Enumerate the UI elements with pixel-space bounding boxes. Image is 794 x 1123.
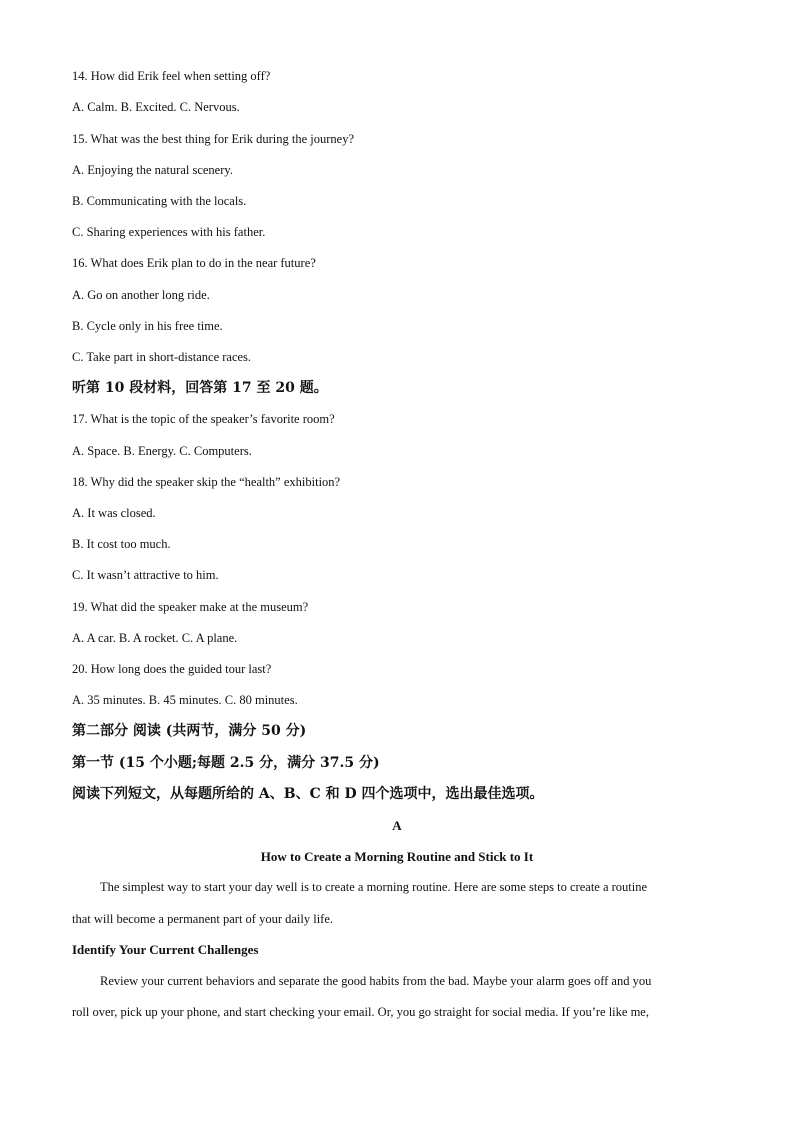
question-15-option-b: B. Communicating with the locals. <box>72 194 247 208</box>
reading-instruction: 阅读下列短文，从每题所给的 A、B、C 和 D 四个选项中，选出最佳选项。 <box>72 786 544 802</box>
passage-body-line-2: roll over, pick up your phone, and start checking your email. Or, you go straight for social media. If you’re like me, <box>72 1005 649 1019</box>
question-14: 14. How did Erik feel when setting off? <box>72 69 271 83</box>
question-18-option-b: B. It cost too much. <box>72 537 171 551</box>
part-two-heading: 第二部分 阅读 (共两节，满分 50 分) <box>72 723 307 739</box>
question-14-options: A. Calm. B. Excited. C. Nervous. <box>72 100 240 114</box>
question-17: 17. What is the topic of the speaker’s favorite room? <box>72 412 335 426</box>
question-16-option-c: C. Take part in short-distance races. <box>72 350 252 364</box>
question-15-option-c: C. Sharing experiences with his father. <box>72 225 266 239</box>
question-16: 16. What does Erik plan to do in the near future? <box>72 256 316 270</box>
passage-title: How to Create a Morning Routine and Stick to It <box>260 849 534 864</box>
passage-body-line-1: Review your current behaviors and separate the good habits from the bad. Maybe your alarm goes off and you <box>100 974 652 988</box>
question-15: 15. What was the best thing for Erik during the journey? <box>72 132 354 146</box>
passage-intro-line-1: The simplest way to start your day well is to create a morning routine. Here are some steps to create a routine <box>100 880 648 894</box>
passage-intro-line-2: that will become a permanent part of your daily life. <box>72 912 334 926</box>
question-18-option-a: A. It was closed. <box>72 506 156 520</box>
question-19-options: A. A car. B. A rocket. C. A plane. <box>72 631 238 645</box>
question-18: 18. Why did the speaker skip the “health” exhibition? <box>72 475 341 489</box>
question-18-option-c: C. It wasn’t attractive to him. <box>72 568 219 582</box>
section-instruction-10: 听第 10 段材料，回答第 17 至 20 题。 <box>72 380 328 396</box>
question-20: 20. How long does the guided tour last? <box>72 662 272 676</box>
question-20-options: A. 35 minutes. B. 45 minutes. C. 80 minutes. <box>72 693 298 707</box>
question-19: 19. What did the speaker make at the museum? <box>72 600 309 614</box>
question-17-options: A. Space. B. Energy. C. Computers. <box>72 444 252 458</box>
section-one-heading: 第一节 (15 个小题;每题 2.5 分，满分 37.5 分) <box>72 755 380 771</box>
question-15-option-a: A. Enjoying the natural scenery. <box>72 163 233 177</box>
question-16-option-a: A. Go on another long ride. <box>72 288 210 302</box>
question-16-option-b: B. Cycle only in his free time. <box>72 319 223 333</box>
passage-label: A <box>392 818 402 833</box>
section-heading: Identify Your Current Challenges <box>72 942 259 957</box>
